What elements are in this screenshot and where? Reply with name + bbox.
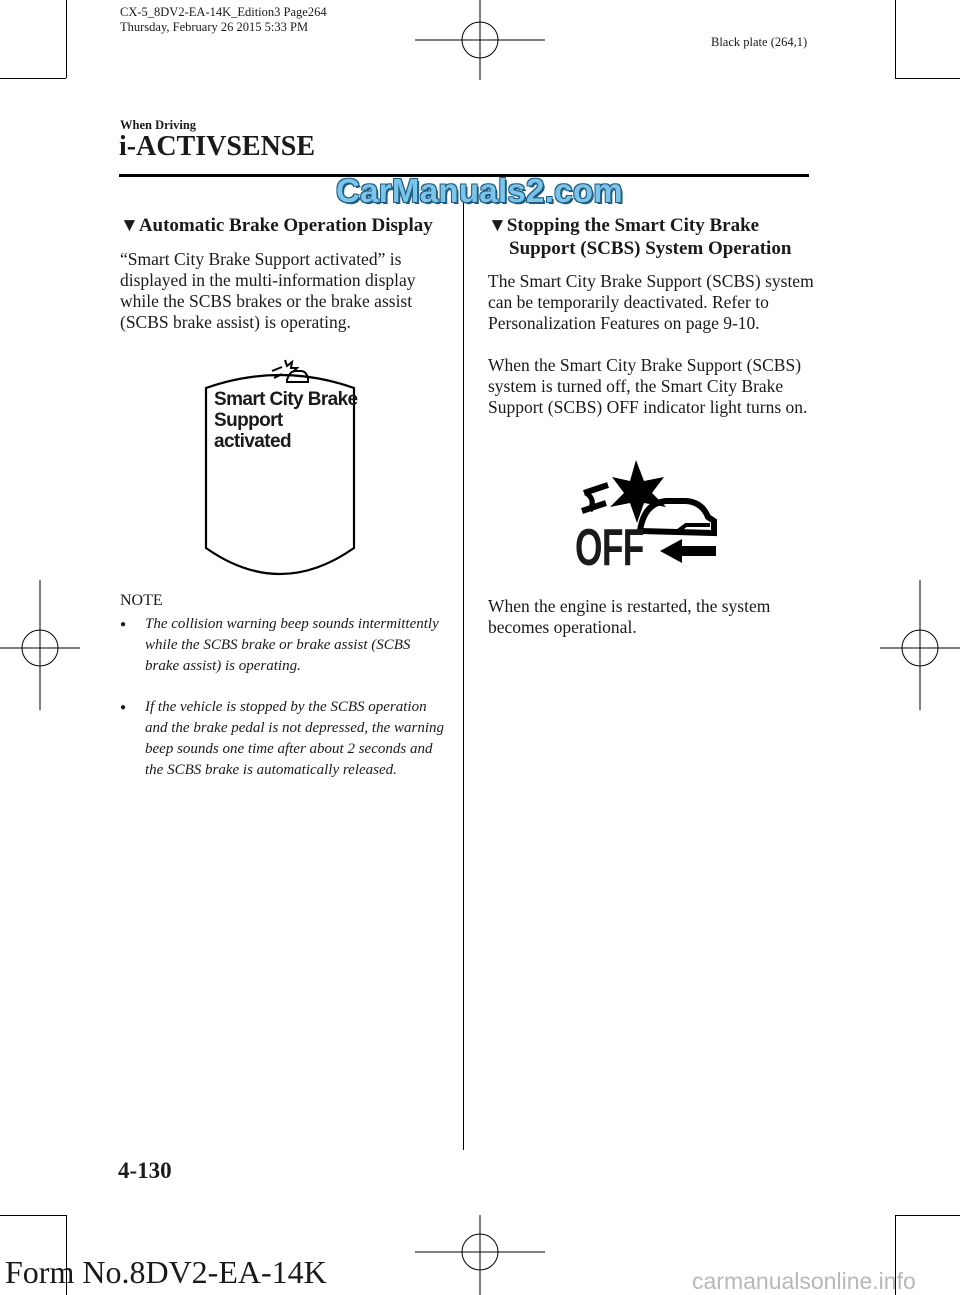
plate-label: Black plate (264,1) xyxy=(711,35,808,49)
right-paragraph-2: When the Smart City Brake Support (SCBS) system is turned off, the Smart City Brake Support (SCBS) OFF indicator light turns on. xyxy=(488,355,808,417)
print-date-line: Thursday, February 26 2015 5:33 PM xyxy=(120,20,309,34)
note-label: NOTE xyxy=(120,592,163,609)
off-label: OFF xyxy=(575,519,644,577)
section-title: i-ACTIVSENSE xyxy=(119,131,316,162)
registration-mark-top xyxy=(415,0,545,80)
print-file-line: CX-5_8DV2-EA-14K_Edition3 Page264 xyxy=(120,5,327,19)
left-paragraph: “Smart City Brake Support activated” is displayed in the multi-information display while the SCBS brakes or the brake assist (SCBS brake assist) is operating. xyxy=(120,249,416,332)
right-heading: ▼Stopping the Smart City Brake Support (SCBS) System Operation xyxy=(488,215,792,259)
registration-mark-bottom xyxy=(415,1215,545,1295)
chapter-label: When Driving xyxy=(120,118,197,132)
section-marker-icon: ▼ xyxy=(488,215,507,236)
registration-mark-right xyxy=(880,580,960,710)
display-message: Smart City Brake Support activated xyxy=(214,389,358,452)
note-item: ● If the vehicle is stopped by the SCBS operation and the brake pedal is not depressed, the warning beep sounds one time after about 2 seconds and the SCBS brake is automatically released. xyxy=(120,699,444,778)
registration-mark-left xyxy=(0,580,80,710)
left-heading: ▼Automatic Brake Operation Display xyxy=(120,215,433,236)
right-paragraph-3: When the engine is restarted, the system becomes operational. xyxy=(488,596,771,637)
right-paragraph-1: The Smart City Brake Support (SCBS) system can be temporarily deactivated. Refer to Personalization Features on page 9-10. xyxy=(488,271,814,333)
bullet-icon: ● xyxy=(120,619,127,630)
page-number: 4-130 xyxy=(118,1158,172,1183)
watermark-logo: CarManuals2.com xyxy=(336,172,623,209)
multi-information-display xyxy=(200,350,360,582)
note-item: ● The collision warning beep sounds intermittently while the SCBS brake or brake assist (SCBS brake assist) is operating. xyxy=(120,616,439,674)
section-marker-icon: ▼ xyxy=(120,215,139,236)
form-number: Form No.8DV2-EA-14K xyxy=(5,1254,327,1290)
source-watermark: carmanualsonline.info xyxy=(692,1268,916,1294)
bullet-icon: ● xyxy=(120,702,127,713)
